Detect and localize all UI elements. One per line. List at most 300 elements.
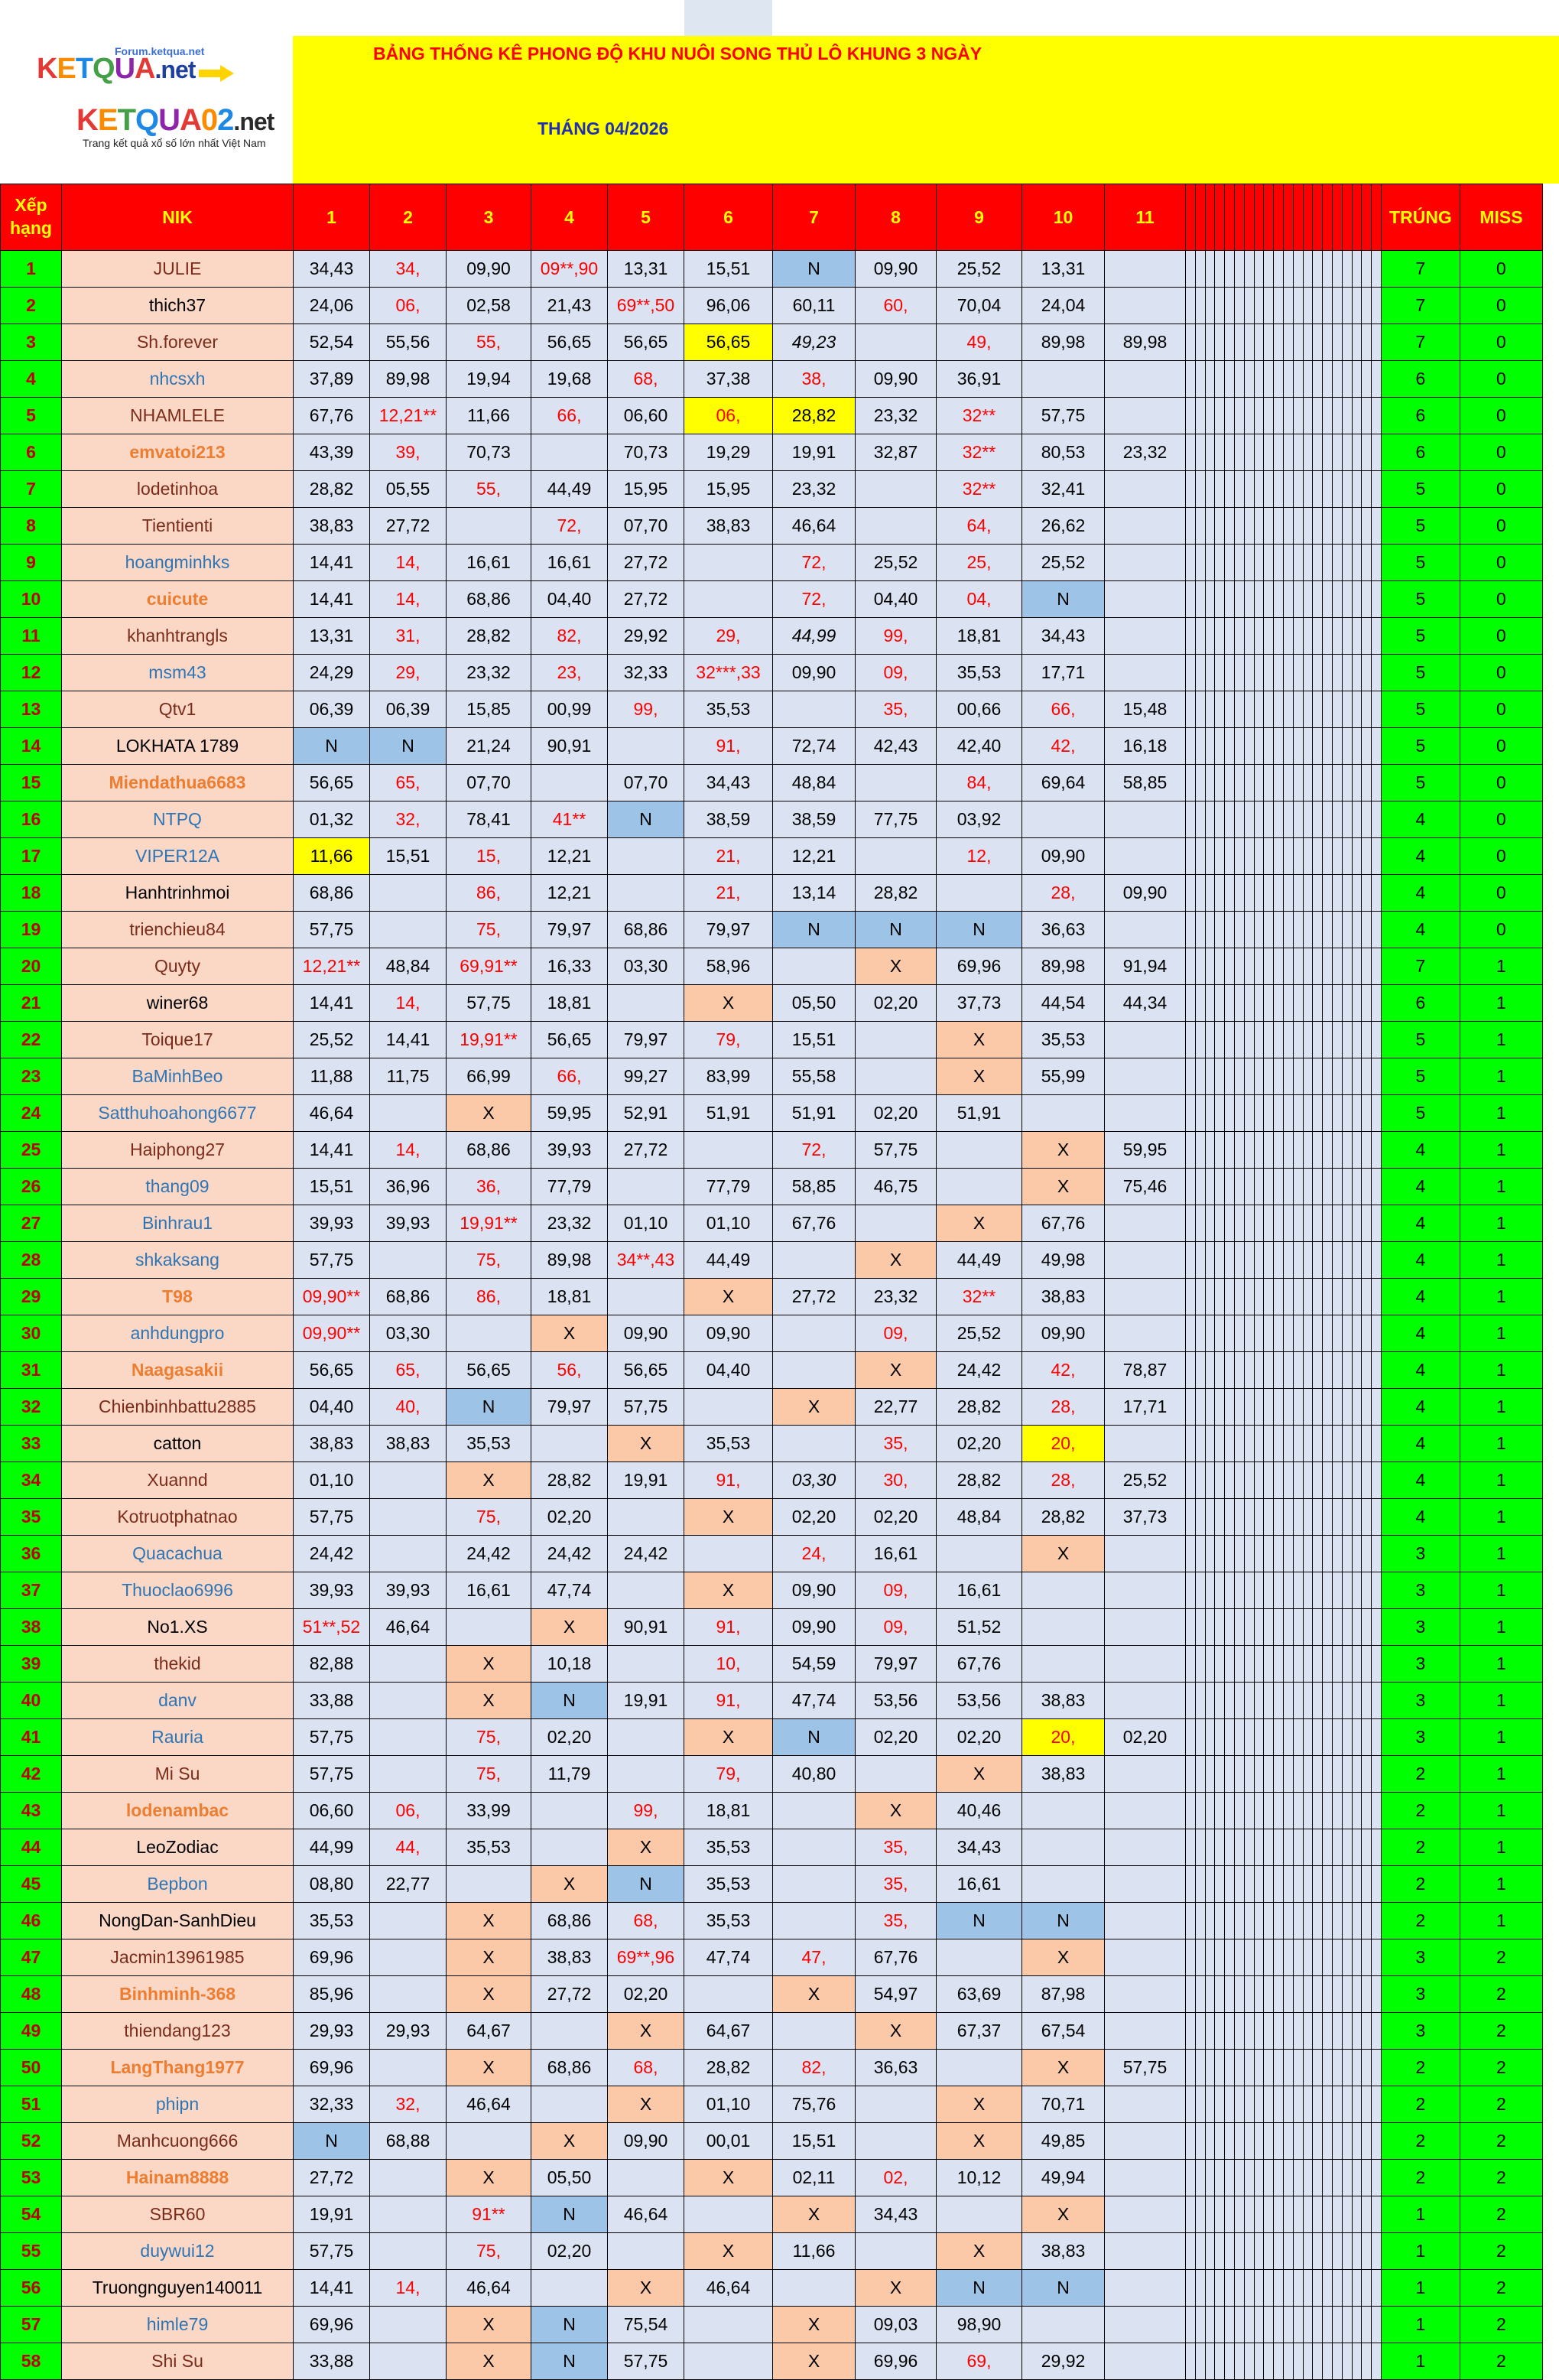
spacer-cell — [1244, 1058, 1254, 1095]
day-cell: 53,56 — [937, 1683, 1022, 1719]
nik-cell: Binhrau1 — [62, 1205, 294, 1242]
table-row — [1, 324, 1543, 361]
spacer-cell — [1205, 545, 1215, 581]
spacer-cell — [1332, 1132, 1342, 1169]
spacer-cell — [1244, 1499, 1254, 1536]
day-cell: 13,31 — [294, 618, 370, 655]
spacer-cell — [1342, 691, 1352, 728]
trung-cell: 2 — [1381, 1866, 1460, 1903]
day-cell: 12, — [937, 838, 1022, 875]
day-cell: 35,53 — [684, 1829, 773, 1866]
spacer-cell — [1274, 1462, 1284, 1499]
spacer-cell — [1352, 1132, 1362, 1169]
spacer-cell — [1215, 434, 1225, 471]
spacer-cell — [1332, 765, 1342, 801]
day-cell: 19,29 — [684, 434, 773, 471]
spacer-cell — [1342, 1683, 1352, 1719]
day-cell: 78,41 — [447, 801, 531, 838]
day-cell: 22,77 — [370, 1866, 447, 1903]
trung-cell: 2 — [1381, 1793, 1460, 1829]
spacer-cell — [1352, 1169, 1362, 1205]
day-cell: 91, — [684, 728, 773, 765]
spacer-cell — [1225, 1022, 1235, 1058]
day-cell: 68,86 — [608, 912, 684, 948]
spacer-cell — [1352, 801, 1362, 838]
day-cell: 07,70 — [608, 508, 684, 545]
spacer-cell — [1205, 508, 1215, 545]
spacer-cell — [1186, 471, 1196, 508]
day-cell: 35, — [856, 1426, 937, 1462]
spacer-cell — [1313, 1242, 1323, 1279]
day-cell — [608, 2233, 684, 2270]
day-cell: 46,64 — [608, 2196, 684, 2233]
day-cell: 78,87 — [1105, 1352, 1186, 1389]
day-cell: 02,20 — [856, 985, 937, 1022]
day-cell: 72, — [773, 581, 856, 618]
spacer-cell — [1244, 1976, 1254, 2013]
spacer-cell — [1225, 398, 1235, 434]
spacer-cell — [1254, 2123, 1264, 2160]
spacer-cell — [1234, 1719, 1244, 1756]
spacer-cell — [1234, 2160, 1244, 2196]
day-cell: 02,20 — [1105, 1719, 1186, 1756]
spacer-cell — [1225, 2123, 1235, 2160]
day-cell — [370, 912, 447, 948]
day-cell: 47, — [773, 1939, 856, 1976]
sheet-header — [0, 36, 1559, 184]
spacer-cell — [1225, 251, 1235, 288]
miss-cell: 2 — [1460, 2013, 1542, 2050]
day-cell: 57,75 — [294, 1756, 370, 1793]
spacer-cell — [1195, 765, 1205, 801]
day-cell: 25,52 — [1022, 545, 1105, 581]
spacer-cell — [1264, 1793, 1274, 1829]
rank-cell: 30 — [1, 1315, 62, 1352]
spacer-cell — [1362, 1242, 1372, 1279]
spacer-cell — [1215, 508, 1225, 545]
day-cell: 68, — [608, 361, 684, 398]
day-cell: 28,82 — [773, 398, 856, 434]
day-cell: 12,21 — [531, 875, 608, 912]
col-header-day-4: 4 — [531, 184, 608, 251]
spacer-cell — [1303, 838, 1313, 875]
spacer-cell — [1274, 251, 1284, 288]
spacer-cell — [1264, 1719, 1274, 1756]
spacer-cell — [1225, 1426, 1235, 1462]
day-cell: 56,65 — [531, 324, 608, 361]
day-cell: 69**,96 — [608, 1939, 684, 1976]
spacer-cell — [1205, 1976, 1215, 2013]
day-cell: X — [447, 2343, 531, 2380]
spacer-cell — [1323, 471, 1333, 508]
spacer-cell — [1313, 2013, 1323, 2050]
day-cell: 28, — [1022, 1462, 1105, 1499]
spacer-cell — [1332, 618, 1342, 655]
spacer-cell — [1274, 508, 1284, 545]
spacer-cell — [1342, 838, 1352, 875]
day-cell: 21,43 — [531, 288, 608, 324]
spacer-cell — [1264, 948, 1274, 985]
spacer-cell — [1352, 2160, 1362, 2196]
day-cell: 16,61 — [856, 1536, 937, 1572]
spacer-cell — [1352, 655, 1362, 691]
day-cell — [684, 1536, 773, 1572]
spacer-cell — [1293, 251, 1303, 288]
spacer-cell — [1293, 1499, 1303, 1536]
spacer-cell — [1215, 765, 1225, 801]
rank-cell: 28 — [1, 1242, 62, 1279]
spacer-cell — [1342, 2307, 1352, 2343]
day-cell: 02,20 — [608, 1976, 684, 2013]
day-cell: X — [856, 1352, 937, 1389]
day-cell — [773, 1352, 856, 1389]
spacer-cell — [1225, 471, 1235, 508]
table-row — [1, 875, 1543, 912]
day-cell: 44,99 — [294, 1829, 370, 1866]
spacer-cell — [1215, 1646, 1225, 1683]
spacer-cell — [1332, 1022, 1342, 1058]
spacer-cell — [1195, 1756, 1205, 1793]
spacer-cell — [1303, 2160, 1313, 2196]
nik-cell: lodenambac — [62, 1793, 294, 1829]
spacer-cell — [1215, 1058, 1225, 1095]
spacer-cell — [1195, 1389, 1205, 1426]
table-row — [1, 1719, 1543, 1756]
day-cell: 14,41 — [294, 1132, 370, 1169]
spacer-cell — [1234, 1829, 1244, 1866]
spacer-cell — [1274, 728, 1284, 765]
day-cell: 60,11 — [773, 288, 856, 324]
spacer-cell — [1195, 1462, 1205, 1499]
miss-cell: 1 — [1460, 1609, 1542, 1646]
rank-cell: 39 — [1, 1646, 62, 1683]
spacer-cell — [1352, 398, 1362, 434]
spacer-cell — [1313, 618, 1323, 655]
trung-cell: 1 — [1381, 2233, 1460, 2270]
miss-cell: 2 — [1460, 2160, 1542, 2196]
day-cell — [370, 1683, 447, 1719]
spacer-cell — [1186, 1499, 1196, 1536]
day-cell: 48,84 — [773, 765, 856, 801]
day-cell: 01,10 — [684, 2086, 773, 2123]
spacer-cell — [1362, 1279, 1372, 1315]
nik-cell: Kotruotphatnao — [62, 1499, 294, 1536]
day-cell: 32** — [937, 434, 1022, 471]
spacer-cell — [1234, 875, 1244, 912]
trung-cell: 2 — [1381, 2123, 1460, 2160]
rank-cell: 24 — [1, 1095, 62, 1132]
spacer-cell — [1205, 1426, 1215, 1462]
day-cell: X — [937, 2233, 1022, 2270]
day-cell: 20, — [1022, 1719, 1105, 1756]
day-cell: X — [856, 2013, 937, 2050]
spacer-cell — [1215, 361, 1225, 398]
spacer-cell — [1323, 2086, 1333, 2123]
spacer-cell — [1195, 398, 1205, 434]
spacer-cell — [1186, 912, 1196, 948]
day-cell — [370, 1939, 447, 1976]
day-cell — [608, 2160, 684, 2196]
spacer-cell — [1303, 1903, 1313, 1939]
day-cell: 69,91** — [447, 948, 531, 985]
spacer-cell — [1293, 875, 1303, 912]
day-cell: 30, — [856, 1462, 937, 1499]
spacer-cell — [1244, 1389, 1254, 1426]
spacer-cell — [1293, 1058, 1303, 1095]
nik-cell: trienchieu84 — [62, 912, 294, 948]
day-cell — [608, 875, 684, 912]
spacer-cell — [1332, 1756, 1342, 1793]
spacer-cell — [1195, 1793, 1205, 1829]
spacer-cell — [1244, 2196, 1254, 2233]
miss-cell: 2 — [1460, 2123, 1542, 2160]
spacer-cell — [1205, 1095, 1215, 1132]
spacer-cell — [1274, 2160, 1284, 2196]
spacer-cell — [1254, 2013, 1264, 2050]
spacer-cell — [1352, 361, 1362, 398]
spacer-cell — [1195, 875, 1205, 912]
day-cell: 77,75 — [856, 801, 937, 838]
spacer-cell — [1195, 2233, 1205, 2270]
spacer-cell — [1342, 2270, 1352, 2307]
day-cell: X — [531, 2123, 608, 2160]
day-cell: 65, — [370, 1352, 447, 1389]
spacer-cell — [1195, 1683, 1205, 1719]
spacer-cell — [1264, 288, 1274, 324]
spacer-cell — [1323, 508, 1333, 545]
spacer-cell — [1225, 1683, 1235, 1719]
day-cell: 04,40 — [294, 1389, 370, 1426]
trung-cell: 5 — [1381, 471, 1460, 508]
spacer-cell — [1352, 2123, 1362, 2160]
spacer-cell — [1313, 508, 1323, 545]
day-cell: 70,71 — [1022, 2086, 1105, 2123]
day-cell: 27,72 — [531, 1976, 608, 2013]
spacer-cell — [1303, 1609, 1313, 1646]
spacer-cell — [1195, 1499, 1205, 1536]
day-cell: 14,41 — [294, 581, 370, 618]
day-cell: 19,91 — [773, 434, 856, 471]
spacer-cell — [1215, 985, 1225, 1022]
spacer-cell — [1323, 1793, 1333, 1829]
nik-cell: nhcsxh — [62, 361, 294, 398]
nik-cell: LangThang1977 — [62, 2050, 294, 2086]
day-cell — [1105, 288, 1186, 324]
spacer-cell — [1332, 1793, 1342, 1829]
table-row — [1, 728, 1543, 765]
table-row — [1, 545, 1543, 581]
spacer-cell — [1244, 728, 1254, 765]
spacer-cell — [1274, 1683, 1284, 1719]
day-cell — [937, 875, 1022, 912]
spacer-cell — [1362, 1426, 1372, 1462]
day-cell: 83,99 — [684, 1058, 773, 1095]
spacer-cell — [1283, 545, 1293, 581]
spacer-cell — [1234, 2307, 1244, 2343]
spacer-cell — [1264, 1829, 1274, 1866]
spacer-cell — [1274, 1536, 1284, 1572]
spacer-cell — [1352, 1426, 1362, 1462]
day-cell: 67,76 — [856, 1939, 937, 1976]
spacer-cell — [1362, 1719, 1372, 1756]
day-cell — [1022, 1609, 1105, 1646]
rank-cell: 49 — [1, 2013, 62, 2050]
day-cell: 15,51 — [684, 251, 773, 288]
spacer-cell — [1303, 434, 1313, 471]
spacer-cell — [1283, 2123, 1293, 2160]
spacer-cell — [1293, 1903, 1303, 1939]
day-cell: X — [684, 1572, 773, 1609]
spacer-cell — [1264, 2196, 1274, 2233]
spacer-cell — [1352, 2013, 1362, 2050]
spacer-cell — [1283, 1462, 1293, 1499]
spacer-cell — [1323, 1572, 1333, 1609]
nik-cell: Satthuhoahong6677 — [62, 1095, 294, 1132]
logo-tagline: Trang kết quả xổ số lớn nhất Việt Nam — [83, 137, 266, 149]
day-cell — [1105, 838, 1186, 875]
day-cell: 02,11 — [773, 2160, 856, 2196]
spacer-cell — [1244, 288, 1254, 324]
spacer-cell — [1264, 691, 1274, 728]
nik-cell: Miendathua6683 — [62, 765, 294, 801]
day-cell: 28,82 — [937, 1389, 1022, 1426]
day-cell: 02,20 — [531, 1719, 608, 1756]
day-cell: 05,50 — [773, 985, 856, 1022]
spacer-cell — [1186, 2013, 1196, 2050]
logo-ketqua-net: KETQUA.net — [37, 53, 196, 85]
day-cell: 00,99 — [531, 691, 608, 728]
spacer-cell — [1225, 1903, 1235, 1939]
day-cell: 69,64 — [1022, 765, 1105, 801]
miss-cell: 1 — [1460, 1205, 1542, 1242]
spacer-cell — [1283, 1315, 1293, 1352]
spacer-cell — [1332, 2233, 1342, 2270]
spacer-cell — [1264, 471, 1274, 508]
day-cell: 66,99 — [447, 1058, 531, 1095]
spacer-cell — [1323, 2307, 1333, 2343]
day-cell — [447, 508, 531, 545]
spacer-cell — [1372, 1903, 1382, 1939]
spacer-cell — [1264, 728, 1274, 765]
miss-cell: 2 — [1460, 2270, 1542, 2307]
day-cell: 25,52 — [937, 1315, 1022, 1352]
spacer-cell — [1303, 1536, 1313, 1572]
spacer-cell — [1234, 2086, 1244, 2123]
spacer-cell — [1372, 1279, 1382, 1315]
day-cell: 35,53 — [937, 655, 1022, 691]
nik-cell: VIPER12A — [62, 838, 294, 875]
spacer-cell — [1323, 2160, 1333, 2196]
spacer-cell — [1225, 1315, 1235, 1352]
table-row — [1, 948, 1543, 985]
spacer-cell — [1342, 581, 1352, 618]
day-cell: 69,96 — [856, 2343, 937, 2380]
spacer-cell — [1274, 875, 1284, 912]
spacer-cell — [1195, 618, 1205, 655]
spacer-cell — [1323, 1022, 1333, 1058]
spacer-cell — [1264, 1169, 1274, 1205]
day-cell: 09,90 — [773, 1572, 856, 1609]
spacer-cell — [1283, 2307, 1293, 2343]
trung-cell: 5 — [1381, 765, 1460, 801]
spacer-cell — [1323, 1169, 1333, 1205]
spacer-cell — [1332, 1389, 1342, 1426]
day-cell: 44,54 — [1022, 985, 1105, 1022]
spacer-cell — [1244, 581, 1254, 618]
spacer-cell — [1215, 728, 1225, 765]
trung-cell: 5 — [1381, 691, 1460, 728]
spacer-cell — [1303, 1939, 1313, 1976]
spacer-cell — [1303, 581, 1313, 618]
spacer-cell — [1332, 508, 1342, 545]
spacer-cell — [1225, 2050, 1235, 2086]
spacer-cell — [1342, 1462, 1352, 1499]
spacer-cell — [1313, 2233, 1323, 2270]
spacer-cell — [1274, 1903, 1284, 1939]
trung-cell: 3 — [1381, 2013, 1460, 2050]
spacer-cell — [1195, 1058, 1205, 1095]
spacer-cell — [1332, 2013, 1342, 2050]
day-cell: X — [1022, 1536, 1105, 1572]
miss-cell: 0 — [1460, 508, 1542, 545]
day-cell: X — [773, 2196, 856, 2233]
spacer-cell — [1362, 2233, 1372, 2270]
trung-cell: 5 — [1381, 618, 1460, 655]
day-cell: 47,74 — [773, 1683, 856, 1719]
day-cell: 19,68 — [531, 361, 608, 398]
day-cell — [1105, 251, 1186, 288]
spacer-cell — [1244, 1793, 1254, 1829]
spacer-cell — [1195, 434, 1205, 471]
spacer-cell — [1332, 985, 1342, 1022]
day-cell: 65, — [370, 765, 447, 801]
spacer-cell — [1225, 618, 1235, 655]
col-header-spacer — [1264, 184, 1274, 251]
trung-cell: 3 — [1381, 1646, 1460, 1683]
day-cell: X — [773, 2307, 856, 2343]
day-cell: 28,82 — [1022, 1499, 1105, 1536]
day-cell: X — [447, 1976, 531, 2013]
day-cell: 57,75 — [447, 985, 531, 1022]
spacer-cell — [1352, 434, 1362, 471]
spacer-cell — [1205, 1022, 1215, 1058]
spacer-cell — [1342, 1205, 1352, 1242]
day-cell: 38,83 — [294, 1426, 370, 1462]
day-cell: 91** — [447, 2196, 531, 2233]
spacer-cell — [1313, 2196, 1323, 2233]
spacer-cell — [1313, 2270, 1323, 2307]
day-cell: 82, — [531, 618, 608, 655]
col-header-day-3: 3 — [447, 184, 531, 251]
nik-cell: Bepbon — [62, 1866, 294, 1903]
spacer-cell — [1332, 581, 1342, 618]
spacer-cell — [1293, 728, 1303, 765]
miss-cell: 1 — [1460, 1315, 1542, 1352]
spacer-cell — [1274, 2123, 1284, 2160]
spacer-cell — [1205, 2050, 1215, 2086]
day-cell: 04,40 — [684, 1352, 773, 1389]
spacer-cell — [1323, 655, 1333, 691]
day-cell — [370, 1976, 447, 2013]
spacer-cell — [1362, 361, 1372, 398]
spacer-cell — [1283, 1022, 1293, 1058]
table-row — [1, 1866, 1543, 1903]
spacer-cell — [1195, 1976, 1205, 2013]
day-cell: 75, — [447, 1499, 531, 1536]
rank-cell: 9 — [1, 545, 62, 581]
spacer-cell — [1352, 1499, 1362, 1536]
spacer-cell — [1332, 801, 1342, 838]
